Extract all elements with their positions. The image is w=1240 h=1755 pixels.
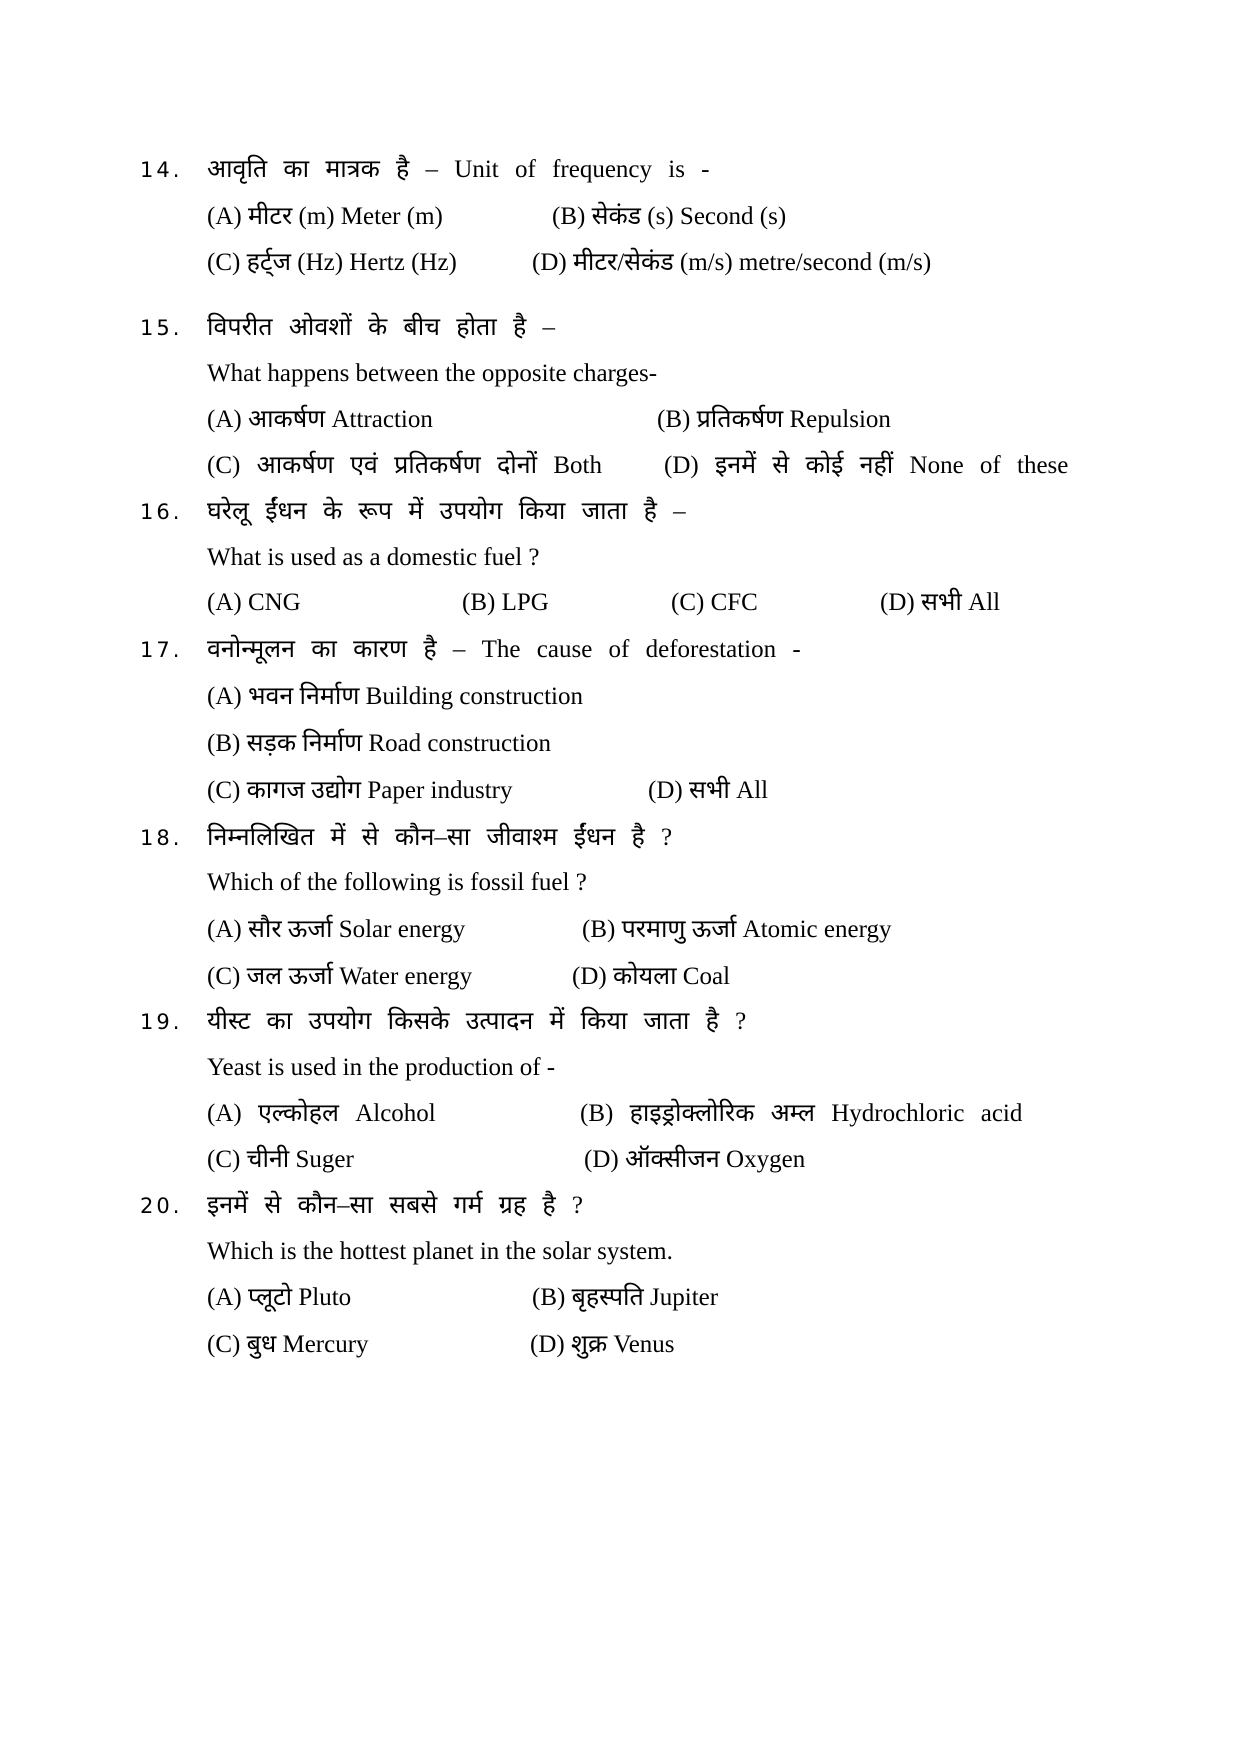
option-d: (D) मीटर/सेकंड (m/s) metre/second (m/s) (532, 249, 932, 276)
option-c: (C) हर्ट्ज (Hz) Hertz (Hz) (207, 249, 457, 276)
option-b: (B) प्रतिकर्षण Repulsion (657, 406, 891, 433)
option-d: (D) इनमें से कोई नहीं None of these (664, 452, 1069, 479)
option-b: (B) बृहस्पति Jupiter (532, 1284, 719, 1311)
question-prompt-english: What happens between the opposite charges- (207, 360, 658, 387)
question-prompt-english: Which is the hottest planet in the solar system. (207, 1238, 673, 1265)
option-b: (B) सेकंड (s) Second (s) (552, 203, 787, 230)
option-a: (A) मीटर (m) Meter (m) (207, 203, 443, 230)
option-c: (C) CFC (671, 589, 758, 616)
question-prompt-english: Which of the following is fossil fuel ? (207, 869, 587, 896)
question-number: 17. (140, 638, 183, 662)
question-number: 18. (140, 826, 183, 850)
question-prompt: इनमें से कौन–सा सबसे गर्म ग्रह है ? (207, 1192, 584, 1219)
question-number: 15. (140, 316, 183, 340)
option-a: (A) सौर ऊर्जा Solar energy (207, 916, 466, 943)
option-d: (D) सभी All (880, 589, 1001, 616)
option-d: (D) सभी All (648, 777, 769, 804)
question-prompt-english: What is used as a domestic fuel ? (207, 544, 540, 571)
question-prompt: घरेलू ईंधन के रूप में उपयोग किया जाता है – (207, 498, 686, 525)
question-prompt: विपरीत ओवशों के बीच होता है – (207, 314, 556, 341)
question-number: 14. (140, 158, 183, 182)
option-a: (A) भवन निर्माण Building construction (207, 683, 584, 710)
question-prompt: निम्नलिखित में से कौन–सा जीवाश्म ईंधन है ? (207, 824, 673, 851)
option-c: (C) बुध Mercury (207, 1331, 369, 1358)
option-d: (D) कोयला Coal (572, 963, 731, 990)
question-number: 16. (140, 500, 183, 524)
option-c: (C) कागज उद्योग Paper industry (207, 777, 513, 804)
option-a: (A) आकर्षण Attraction (207, 406, 433, 433)
option-d: (D) शुक्र Venus (530, 1331, 675, 1358)
question-prompt-english: Yeast is used in the production of - (207, 1054, 556, 1081)
option-c: (C) चीनी Suger (207, 1146, 354, 1173)
option-d: (D) ऑक्सीजन Oxygen (584, 1146, 806, 1173)
option-c: (C) आकर्षण एवं प्रतिकर्षण दोनों Both (207, 452, 602, 479)
question-number: 19. (140, 1010, 183, 1034)
question-prompt: आवृति का मात्रक है – Unit of frequency is - (207, 156, 710, 183)
option-b: (B) परमाणु ऊर्जा Atomic energy (582, 916, 892, 943)
option-b: (B) LPG (462, 589, 549, 616)
option-a: (A) CNG (207, 589, 301, 616)
option-b: (B) सड़क निर्माण Road construction (207, 730, 552, 757)
option-a: (A) एल्कोहल Alcohol (207, 1100, 436, 1127)
option-a: (A) प्लूटो Pluto (207, 1284, 352, 1311)
option-c: (C) जल ऊर्जा Water energy (207, 963, 473, 990)
option-b: (B) हाइड्रोक्लोरिक अम्ल Hydrochloric acid (580, 1100, 1023, 1127)
question-number: 20. (140, 1194, 183, 1218)
question-prompt: वनोन्मूलन का कारण है – The cause of deforestation - (207, 636, 801, 663)
question-prompt: यीस्ट का उपयोग किसके उत्पादन में किया जाता है ? (207, 1008, 747, 1035)
